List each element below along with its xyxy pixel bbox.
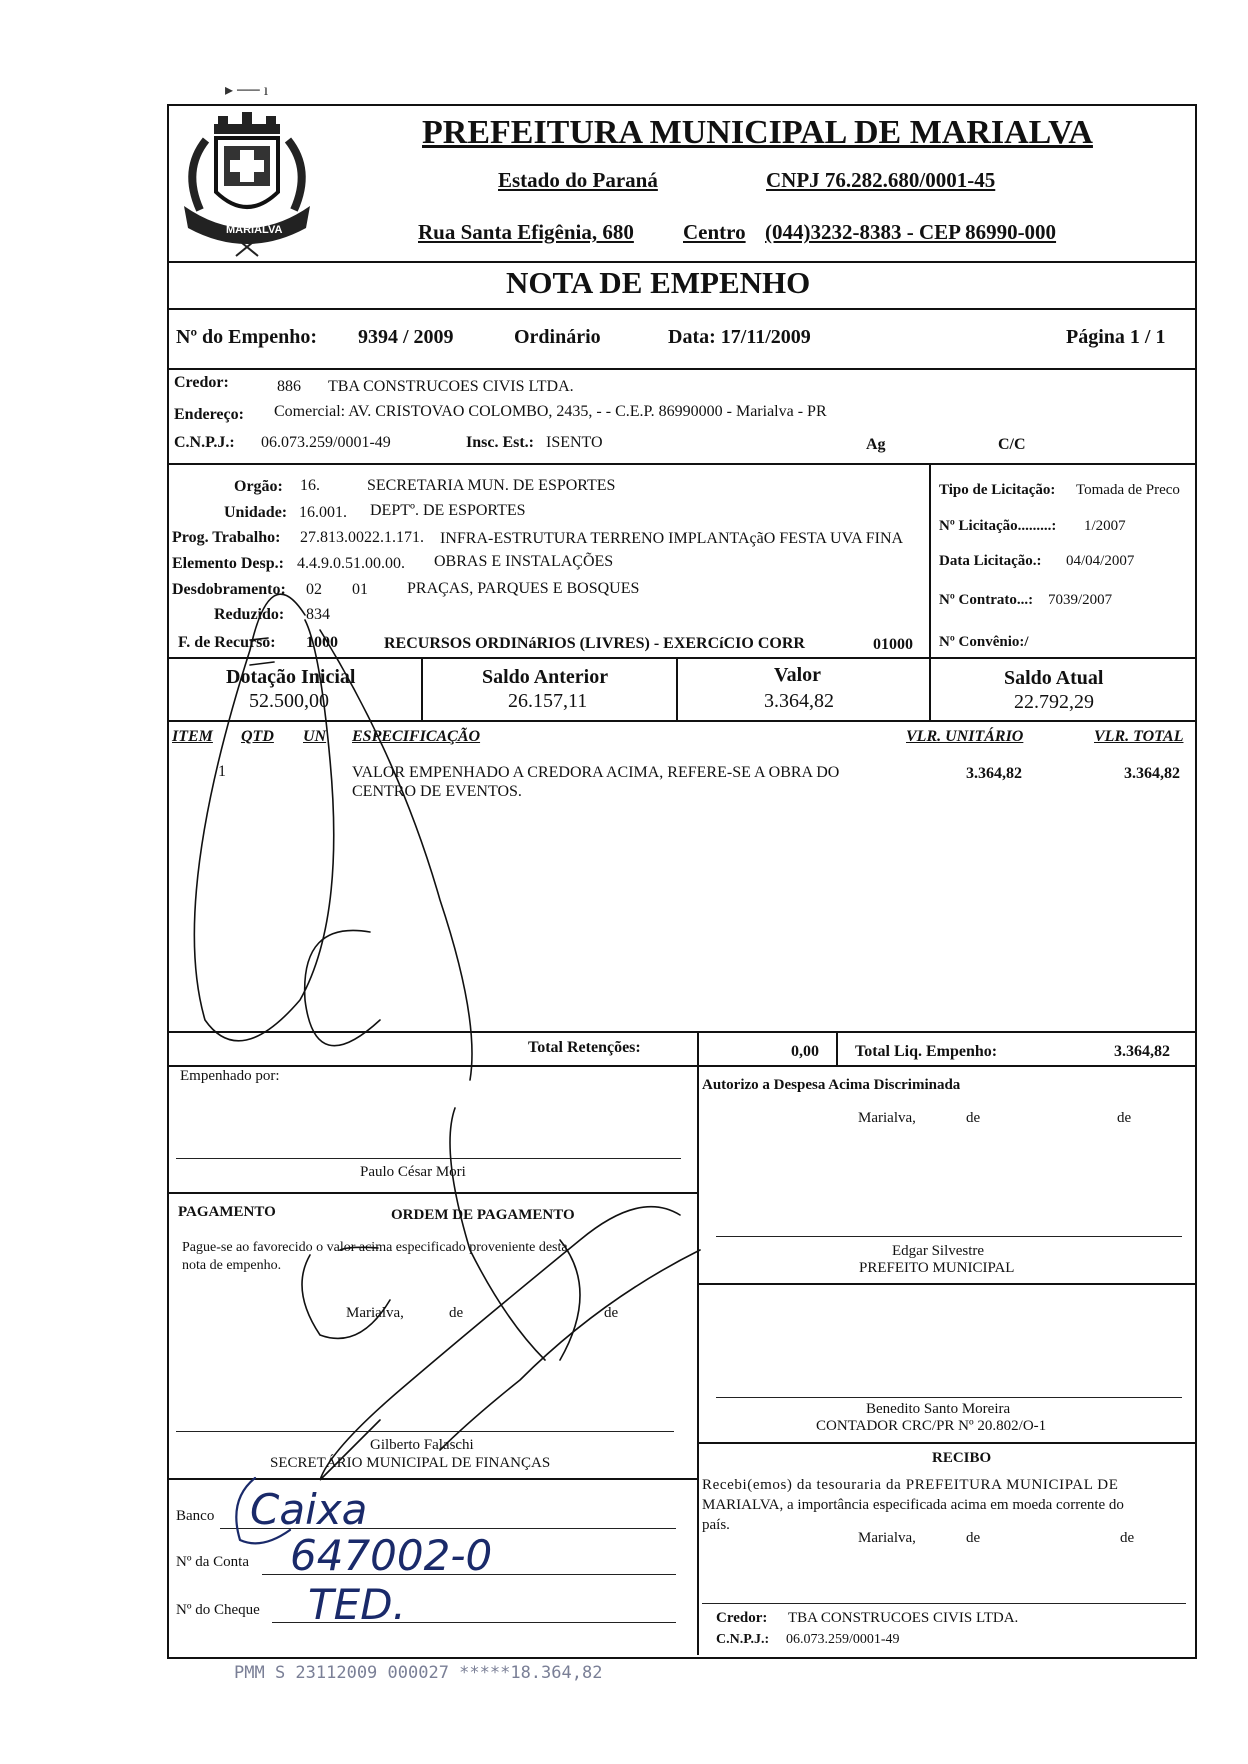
credor-code: 886 (277, 378, 301, 395)
header-district: Centro (683, 220, 746, 244)
cc-label: C/C (998, 436, 1026, 453)
total-retencoes-value: 0,00 (791, 1043, 819, 1060)
tipo-licitacao-label: Tipo de Licitação: (939, 482, 1056, 498)
empenho-number: 9394 / 2009 (358, 326, 454, 348)
empenho-type: Ordinário (514, 326, 601, 348)
recurso-label: F. de Recurso: (178, 634, 276, 651)
page-number: Página 1 / 1 (1066, 326, 1166, 348)
orgao-name: SECRETARIA MUN. DE ESPORTES (367, 477, 616, 494)
col-vlr-unitario: VLR. UNITÁRIO (906, 728, 1024, 745)
scan-mark: ▸ ── ı (225, 82, 269, 99)
recurso-code2: 01000 (873, 636, 913, 653)
secretario-role: SECRETÁRIO MUNICIPAL DE FINANÇAS (270, 1455, 551, 1471)
saldo-anterior-value: 26.157,11 (508, 690, 588, 712)
insc-value: ISENTO (546, 434, 603, 451)
valor-value: 3.364,82 (764, 690, 834, 712)
tipo-licitacao: Tomada de Preco (1076, 482, 1180, 498)
recurso-name: RECURSOS ORDINáRIOS (LIVRES) - EXERCíCIO CORR (384, 635, 805, 652)
pagamento-label: PAGAMENTO (178, 1204, 276, 1220)
col-qtd: QTD (241, 728, 274, 745)
data-licitacao-label: Data Licitação.: (939, 553, 1042, 569)
recibo-text-line2: MARIALVA, a importância especificada acima em moeda corrente do (702, 1497, 1124, 1513)
autorizo-label: Autorizo a Despesa Acima Discriminada (702, 1077, 961, 1093)
empenho-date: Data: 17/11/2009 (668, 326, 811, 348)
total-liquido-label: Total Liq. Empenho: (855, 1043, 998, 1060)
contrato-label: Nº Contrato...: (939, 592, 1034, 608)
saldo-atual-value: 22.792,29 (1014, 691, 1094, 713)
desdobramento-code1: 02 (306, 581, 322, 598)
total-retencoes-label: Total Retenções: (528, 1039, 641, 1056)
col-un: UN (303, 728, 327, 745)
contador-name: Benedito Santo Moreira (866, 1401, 1011, 1417)
item-spec-line1: VALOR EMPENHADO A CREDORA ACIMA, REFERE-SE A OBRA DO (352, 764, 840, 781)
empenho-number-label: Nº do Empenho: (176, 326, 318, 348)
pagamento-text-line2: nota de empenho. (182, 1258, 282, 1273)
header-street: Rua Santa Efigênia, 680 (418, 220, 634, 244)
desdobramento-name: PRAÇAS, PARQUES E BOSQUES (407, 580, 640, 597)
cheque-label: Nº do Cheque (176, 1602, 260, 1618)
autorizo-de1: de (966, 1110, 981, 1126)
autorizo-city: Marialva, (858, 1110, 916, 1126)
item-number: 1 (218, 763, 226, 780)
desdobramento-code2: 01 (352, 581, 368, 598)
recibo-credor: TBA CONSTRUCOES CIVIS LTDA. (788, 1610, 1019, 1626)
reduzido-label: Reduzido: (214, 606, 285, 623)
recibo-text-line3: país. (702, 1517, 730, 1533)
recibo-cnpj-label: C.N.P.J.: (716, 1632, 770, 1647)
num-licitacao: 1/2007 (1084, 518, 1126, 534)
recurso-code: 1000 (306, 634, 338, 651)
header-phone-cep: (044)3232-8383 - CEP 86990-000 (765, 220, 1057, 244)
orgao-label: Orgão: (234, 478, 283, 495)
recibo-credor-label: Credor: (716, 1610, 768, 1626)
recibo-de2: de (1120, 1530, 1135, 1546)
orgao-code: 16. (300, 477, 320, 494)
page-title: PREFEITURA MUNICIPAL DE MARIALVA (422, 114, 1093, 151)
valor-label: Valor (774, 664, 822, 686)
dotacao-label: Dotação Inicial (226, 666, 356, 688)
empenhado-por-name: Paulo César Mori (360, 1164, 466, 1180)
prog-name: INFRA-ESTRUTURA TERRENO IMPLANTAçãO FESTA UVA FINA (440, 530, 904, 547)
recibo-title: RECIBO (932, 1450, 992, 1466)
col-item: ITEM (172, 728, 213, 745)
pagamento-city: Marialva, (346, 1305, 404, 1321)
pagamento-de1: de (449, 1305, 464, 1321)
saldo-anterior-label: Saldo Anterior (482, 666, 609, 688)
contrato: 7039/2007 (1048, 592, 1113, 608)
ordem-pagamento-label: ORDEM DE PAGAMENTO (391, 1207, 575, 1223)
num-licitacao-label: Nº Licitação.........: (939, 518, 1057, 534)
item-spec-line2: CENTRO DE EVENTOS. (352, 783, 522, 800)
prog-code: 27.813.0022.1.171. (300, 529, 424, 546)
credor-endereco: Comercial: AV. CRISTOVAO COLOMBO, 2435, - - C.E.P. 86990000 - Marialva - PR (274, 403, 827, 420)
col-vlr-total: VLR. TOTAL (1094, 728, 1184, 745)
recibo-cnpj: 06.073.259/0001-49 (786, 1632, 900, 1647)
saldo-atual-label: Saldo Atual (1004, 667, 1104, 689)
prefeito-role: PREFEITO MUNICIPAL (859, 1260, 1015, 1276)
prefeito-name: Edgar Silvestre (892, 1243, 985, 1259)
total-liquido-value: 3.364,82 (1114, 1043, 1170, 1060)
empenhado-por-label: Empenhado por: (180, 1068, 280, 1084)
handwritten-cheque: TED. (308, 1580, 406, 1629)
credor-cnpj-label: C.N.P.J.: (174, 434, 235, 451)
elemento-label: Elemento Desp.: (172, 555, 284, 572)
banco-label: Banco (176, 1508, 215, 1524)
desdobramento-label: Desdobramento: (172, 581, 286, 598)
dotacao-value: 52.500,00 (249, 690, 329, 712)
document-title: NOTA DE EMPENHO (506, 265, 811, 300)
header-cnpj: CNPJ 76.282.680/0001-45 (766, 168, 996, 192)
recibo-de1: de (966, 1530, 981, 1546)
pagamento-text-line1: Pague-se ao favorecido o valor acima especificado proveniente desta (182, 1240, 568, 1255)
convenio-label: Nº Convênio:/ (939, 634, 1029, 650)
logo-banner-text: MARIALVA (226, 224, 283, 236)
recibo-text-line1: Recebi(emos) da tesouraria da PREFEITURA MUNICIPAL DE (702, 1477, 1119, 1493)
conta-label: Nº da Conta (176, 1554, 249, 1570)
state-name: Estado do Paraná (498, 168, 658, 192)
autorizo-de2: de (1117, 1110, 1132, 1126)
ag-label: Ag (866, 436, 886, 453)
secretario-name: Gilberto Falaschi (370, 1437, 474, 1453)
pagamento-de2: de (604, 1305, 619, 1321)
elemento-name: OBRAS E INSTALAÇÕES (434, 553, 614, 570)
item-unit-value: 3.364,82 (966, 765, 1022, 782)
insc-label: Insc. Est.: (466, 434, 535, 451)
endereco-label: Endereço: (174, 406, 244, 423)
machine-stamp: PMM S 23112009 000027 *****18.364,82 (234, 1663, 603, 1683)
credor-name: TBA CONSTRUCOES CIVIS LTDA. (328, 378, 574, 395)
data-licitacao: 04/04/2007 (1066, 553, 1135, 569)
credor-cnpj: 06.073.259/0001-49 (261, 434, 391, 451)
elemento-code: 4.4.9.0.51.00.00. (297, 555, 405, 572)
credor-label: Credor: (174, 374, 229, 391)
recibo-city: Marialva, (858, 1530, 916, 1546)
unidade-code: 16.001. (299, 504, 347, 521)
unidade-name: DEPTº. DE ESPORTES (370, 502, 526, 519)
handwritten-banco: Caixa (250, 1485, 368, 1534)
unidade-label: Unidade: (224, 504, 288, 521)
prog-label: Prog. Trabalho: (172, 529, 281, 546)
col-especificacao: ESPECIFICAÇÃO (352, 728, 481, 745)
reduzido-code: 834 (306, 606, 330, 623)
item-total-value: 3.364,82 (1124, 765, 1180, 782)
contador-role: CONTADOR CRC/PR Nº 20.802/O-1 (816, 1418, 1047, 1434)
handwritten-conta: 647002-0 (290, 1531, 493, 1580)
